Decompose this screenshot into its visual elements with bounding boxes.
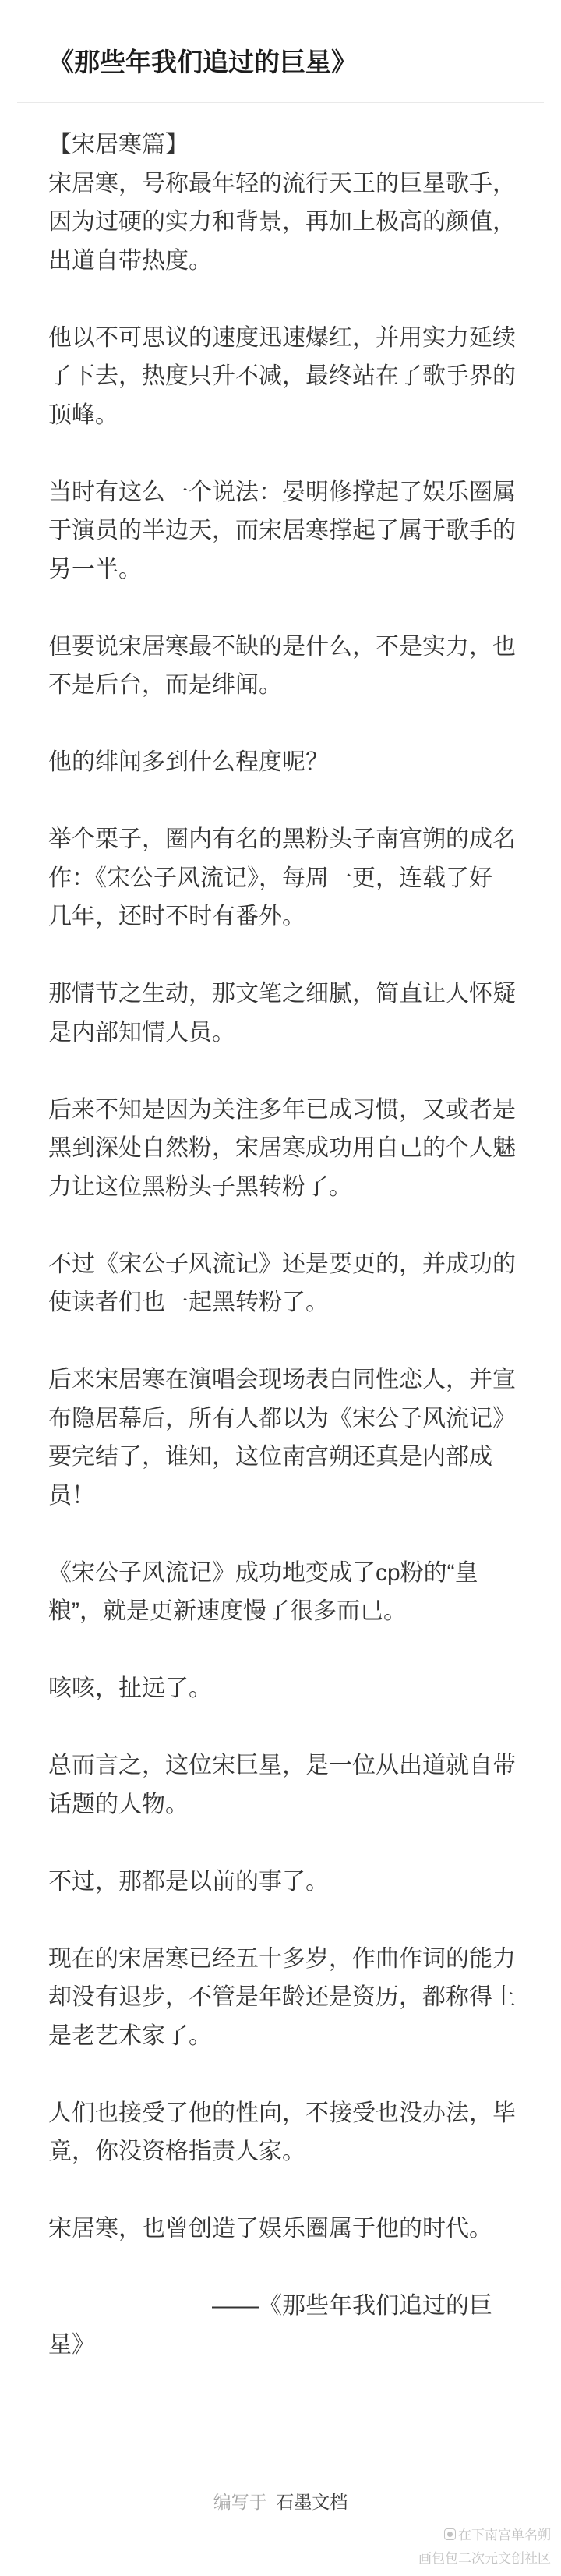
written-with-label: 编写于	[213, 2492, 267, 2512]
text-line: 是内部知情人员。	[48, 1019, 235, 1046]
text-line: 宋居寒，也曾创造了娱乐圈属于他的时代。	[48, 2216, 492, 2242]
text-line: 力让这位黑粉头子黑转粉了。	[48, 1173, 352, 1200]
text-line: 人们也接受了他的性向，不接受也没办法，毕	[48, 2100, 516, 2126]
paragraph	[48, 126, 516, 280]
document-title: 《那些年我们追过的巨星》	[48, 48, 357, 76]
text-line: 当时有这么一个说法：晏明修撑起了娱乐圈属	[48, 479, 516, 505]
document-header	[0, 0, 561, 102]
text-line: 于演员的半边天，而宋居寒撑起了属于歌手的	[48, 518, 516, 543]
text-line: 【宋居寒篇】	[48, 132, 189, 157]
text-line: 但要说宋居寒最不缺的是什么，不是实力，也	[48, 633, 516, 660]
paragraph	[48, 473, 516, 589]
text-line: 要完结了，谁知，这位南宫朔还真是内部成	[48, 1444, 492, 1470]
paragraph	[48, 1863, 513, 1902]
article-body	[0, 103, 561, 2364]
text-line: 后来宋居寒在演唱会现场表白同性恋人，并宣	[48, 1367, 516, 1392]
paragraph	[48, 1940, 516, 2056]
watermark-author-row	[418, 2524, 551, 2547]
text-line: 不是后台，而是绯闻。	[48, 672, 282, 698]
text-line: 竟，你没资格指责人家。	[48, 2139, 305, 2164]
text-line: 作：《宋公子风流记》，每周一更，连载了好	[48, 865, 492, 891]
attribution	[48, 2287, 513, 2364]
text-line: 几年，还时不时有番外。	[48, 904, 305, 929]
text-line: 出道自带热度。	[48, 247, 212, 274]
text-line: 员！	[48, 1482, 95, 1509]
watermark	[418, 2524, 551, 2571]
text-line: 却没有退步，不管是年龄还是资历，都称得上	[48, 1984, 516, 2010]
text-line: 那情节之生动，那文笔之细腻，简直让人怀疑	[48, 981, 516, 1007]
text-line: 总而言之，这位宋巨星，是一位从出道就自带	[48, 1753, 516, 1778]
watermark-platform: 画包包二次元文创社区	[418, 2551, 551, 2566]
text-line: 布隐居幕后，所有人都以为《宋公子风流记》	[48, 1405, 516, 1431]
text-line: 宋居寒，号称最年轻的流行天王的巨星歌手，	[48, 170, 516, 196]
paragraph	[48, 743, 513, 782]
text-line: 后来不知是因为关注多年已成习惯，又或者是	[48, 1096, 516, 1123]
text-line: 不过《宋公子风流记》还是要更的，并成功的	[48, 1251, 516, 1277]
paragraph	[48, 1361, 516, 1515]
text-line: 黑到深处自然粉，宋居寒成功用自己的个人魅	[48, 1135, 516, 1161]
paragraph-list	[48, 126, 516, 2249]
paragraph	[48, 2210, 513, 2249]
paragraph	[48, 975, 516, 1052]
text-line: 他以不可思议的速度迅速爆红，并用实力延续	[48, 324, 516, 351]
paragraph	[48, 2094, 516, 2171]
text-line: 另一半。	[48, 556, 142, 582]
paragraph	[48, 1669, 513, 1708]
watermark-author: 在下南宫单名朔	[458, 2528, 551, 2542]
attribution-line: ——《那些年我们追过的巨	[212, 2293, 492, 2319]
text-line: 话题的人物。	[48, 1791, 189, 1817]
text-line: 使读者们也一起黑转粉了。	[48, 1290, 329, 1315]
text-line: 咳咳，扯远了。	[48, 1675, 212, 1701]
text-line: 因为过硬的实力和背景，再加上极高的颜值，	[48, 209, 516, 235]
text-line: 粮”，就是更新速度慢了很多而已。	[48, 1598, 407, 1624]
paragraph	[48, 1554, 513, 1631]
text-line: 了下去，热度只升不减，最终站在了歌手界的	[48, 363, 516, 389]
text-line: 是老艺术家了。	[48, 2022, 212, 2049]
paragraph	[48, 820, 516, 936]
text-line: 现在的宋居寒已经五十多岁，作曲作词的能力	[48, 1945, 516, 1972]
paragraph	[48, 1746, 516, 1824]
text-line: 不过，那都是以前的事了。	[48, 1868, 329, 1895]
app-name: 石墨文档	[276, 2492, 348, 2512]
text-line: 他的绯闻多到什么程度呢？	[48, 749, 329, 775]
attribution-line: 星》	[48, 2331, 95, 2358]
app-logo-icon	[444, 2528, 456, 2540]
text-line: 顶峰。	[48, 402, 118, 428]
text-line: 举个栗子，圈内有名的黑粉头子南宫朔的成名	[48, 826, 516, 852]
paragraph	[48, 1091, 516, 1207]
paragraph	[48, 628, 516, 705]
document-footer	[0, 2489, 561, 2514]
text-line: 《宋公子风流记》成功地变成了cp粉的“皇	[48, 1559, 478, 1586]
paragraph	[48, 1245, 516, 1322]
paragraph	[48, 319, 516, 435]
